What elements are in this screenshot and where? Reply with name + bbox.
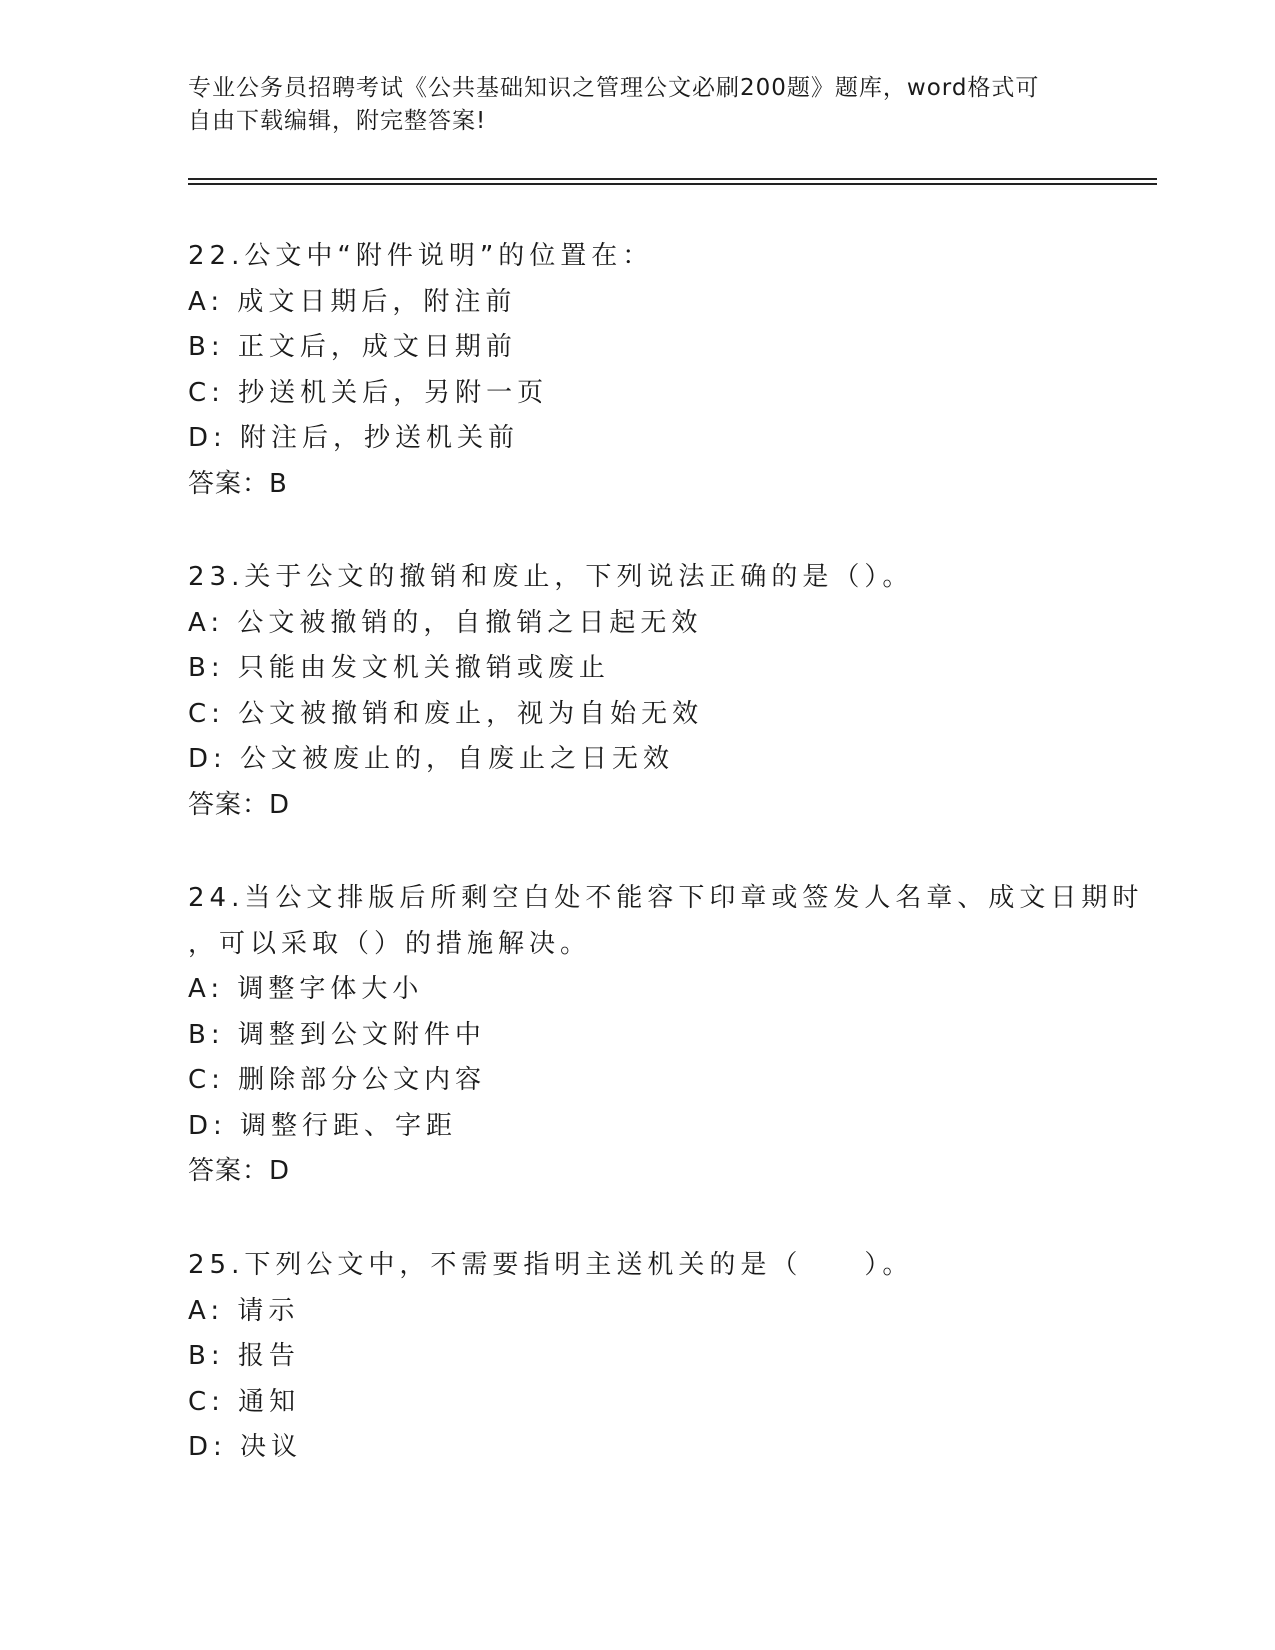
header-line-2: 自由下载编辑，附完整答案!	[188, 108, 487, 134]
question-24	[188, 876, 1144, 1195]
option-b: B: 调整到公文附件中	[188, 1019, 486, 1050]
question-stem: 23.关于公文的撤销和废止，下列说法正确的是（）。	[188, 562, 914, 592]
answer: 答案：B	[188, 468, 288, 499]
option-c: C: 通知	[188, 1386, 301, 1417]
question-25	[188, 1243, 1108, 1471]
option-a: A: 调整字体大小	[188, 974, 424, 1004]
option-b: B: 正文后，成文日期前	[188, 332, 517, 362]
option-d: D: 附注后，抄送机关前	[188, 423, 520, 453]
option-c: C: 公文被撤销和废止，视为自始无效	[188, 698, 704, 729]
header-divider-top	[188, 178, 1157, 180]
option-d: D: 决议	[188, 1432, 303, 1462]
answer: 答案：D	[188, 1156, 291, 1186]
option-a: A: 成文日期后，附注前	[188, 286, 517, 317]
option-d: D: 公文被废止的，自废止之日无效	[188, 744, 675, 774]
header-line-1: 专业公务员招聘考试《公共基础知识之管理公文必刷200题》题库，word格式可	[188, 75, 1040, 101]
question-23	[188, 555, 1108, 828]
option-b: B: 报告	[188, 1341, 300, 1371]
option-d: D: 调整行距、字距	[188, 1110, 458, 1141]
question-22	[188, 234, 1108, 507]
question-stem: 24.当公文排版后所剩空白处不能容下印章或签发人名章、成文日期时	[188, 883, 1144, 913]
document-header	[188, 72, 1068, 138]
option-b: B: 只能由发文机关撤销或废止	[188, 653, 610, 683]
option-c: C: 抄送机关后，另附一页	[188, 377, 549, 408]
header-divider-bottom	[188, 183, 1157, 185]
option-a: A: 公文被撤销的，自撤销之日起无效	[188, 607, 703, 638]
question-stem-continued: ，可以采取（）的措施解决。	[188, 928, 592, 959]
option-a: A: 请示	[188, 1295, 300, 1326]
option-c: C: 删除部分公文内容	[188, 1065, 487, 1095]
question-stem: 25.下列公文中，不需要指明主送机关的是（ ）。	[188, 1250, 914, 1280]
answer: 答案：D	[188, 789, 291, 820]
question-stem: 22.公文中“附件说明”的位置在：	[188, 241, 654, 271]
